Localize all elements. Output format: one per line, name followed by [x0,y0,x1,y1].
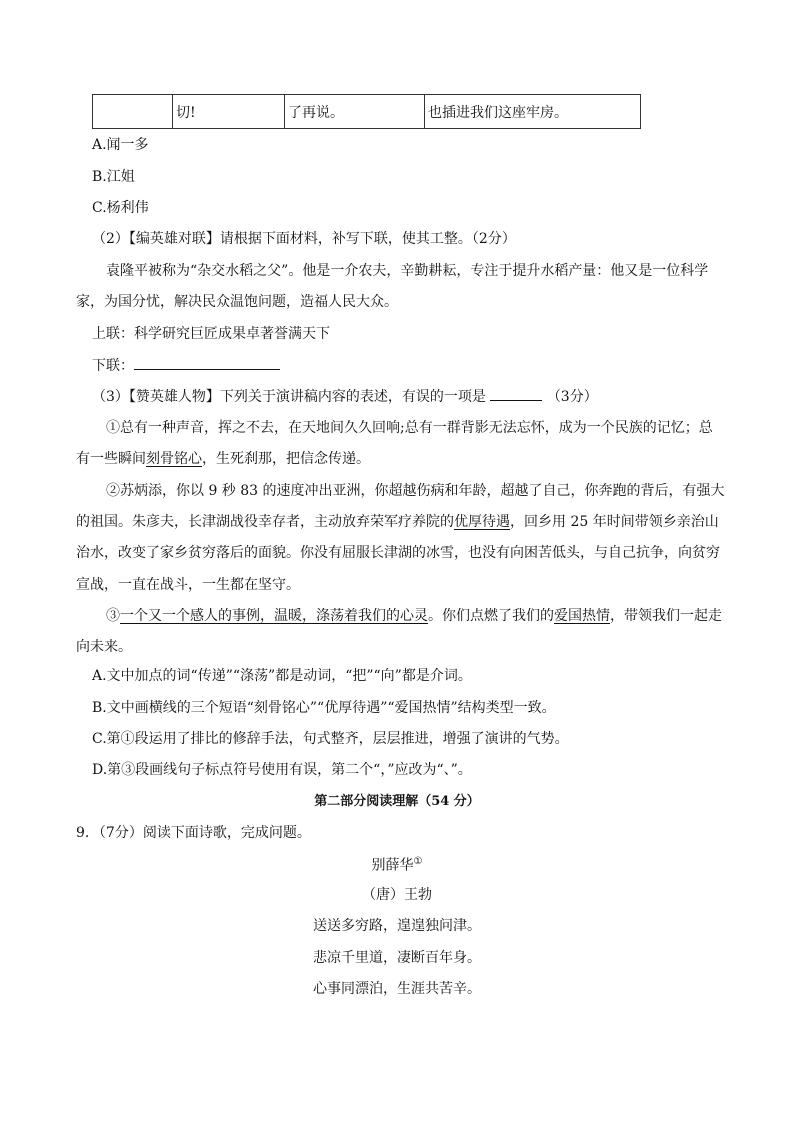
table-cell: 了再说。 [285,95,425,129]
couplet-upper: 上联：科学研究巨匠成果卓著誉满天下 [92,326,330,342]
option-b: B.江姐 [92,169,135,185]
q3-paragraph-1-line-2 [76,449,370,469]
text-span: ，带领我们一起走 [610,608,722,624]
poem-line-1: 送送多穷路，遑遑独问津。 [313,918,481,934]
q3-option-c: C.第①段运用了排比的修辞手法，句式整齐，层层推进，增强了演讲的气势。 [92,731,569,747]
table-row [93,95,641,129]
table-cell: 切! [173,95,285,129]
underlined-phrase: 刻骨铭心 [146,451,202,467]
underlined-phrase: 爱国热情 [554,608,610,624]
table-cell [93,95,173,129]
couplet-answer-blank[interactable] [134,355,280,370]
text-span: 。你们点燃了我们的 [428,608,554,624]
text-span: ，生死刹那，把信念传递。 [202,451,370,467]
q3-paragraph-2-line-2 [76,512,719,532]
q2-material-line-2: 家，为国分忧，解决民众温饱问题，造福人民大众。 [76,294,398,310]
q3-stem-text: （3）【赞英雄人物】下列关于演讲稿内容的表述，有误的一项是 [92,389,486,405]
q3-score: （3分） [546,389,598,405]
option-c: C.杨利伟 [92,200,149,216]
q3-paragraph-1-line-1: ①总有一种声音，挥之不去，在天地间久久回响;总有一群背影无法忘怀，成为一个民族的记忆；总 [106,420,713,436]
q3-paragraph-3-line-2: 向未来。 [76,639,132,655]
poem-author: （唐）王勃 [362,887,432,903]
answer-table-fragment [92,94,641,129]
q3-answer-blank[interactable] [490,386,542,401]
poem-line-2: 悲凉千里道，凄断百年身。 [313,950,481,966]
question-3-stem [92,386,598,407]
question-2-stem: （2）【编英雄对联】请根据下面材料，补写下联，使其工整。（2分） [92,231,516,247]
q3-option-d: D.第③段画线句子标点符号使用有误，第二个“，”应改为“、”。 [92,762,472,778]
q3-option-b: B.文中画横线的三个短语“刻骨铭心”“优厚待遇”“爱国热情”结构类型一致。 [92,700,556,716]
text-span: ，回乡用 25 年时间带领乡亲治山 [510,514,719,530]
q3-paragraph-3-line-1 [106,606,722,626]
text-span: 的祖国。朱彦夫，长津湖战役幸存者，主动放弃荣军疗养院的 [76,514,454,530]
underlined-sentence: 一个又一个感人的事例，温暖，涤荡着我们的心灵 [120,608,428,624]
poem-title-text: 别薛华 [371,857,414,874]
q3-paragraph-2-line-1: ②苏炳添，你以 9 秒 83 的速度冲出亚洲，你超越伤病和年龄，超越了自己，你奔跑的背后，有强大 [106,483,725,499]
section-2-title: 第二部分阅读理解（54 分） [314,794,480,809]
q3-paragraph-2-line-3: 治水，改变了家乡贫穷落后的面貌。你没有屈服长津湖的冰雪，也没有向困苦低头，与自己抗争，向贫穷 [76,545,720,561]
option-a: A.闻一多 [92,137,149,153]
q3-paragraph-2-line-4: 宣战，一直在战斗，一生都在坚守。 [76,577,300,593]
q2-material-line-1: 袁隆平被称为“杂交水稻之父”。他是一介农夫，辛勤耕耘，专注于提升水稻产量：他又是一位科学 [106,263,709,279]
q3-option-a: A.文中加点的词“传递”“涤荡”都是动词，“把”“向”都是介词。 [92,668,472,684]
poem-title [0,852,794,876]
poem-line-3: 心事同漂泊，生涯共苦辛。 [313,981,481,997]
paragraph-number: ③ [106,608,120,624]
question-9-stem: 9．（7分）阅读下面诗歌，完成问题。 [76,825,311,841]
text-span: 有一些瞬间 [76,451,146,467]
couplet-lower-label: 下联： [92,358,134,374]
table-cell: 也插进我们这座牢房。 [425,95,641,129]
footnote-marker: ① [413,856,423,867]
underlined-phrase: 优厚待遇 [454,514,510,530]
couplet-lower [92,355,280,376]
